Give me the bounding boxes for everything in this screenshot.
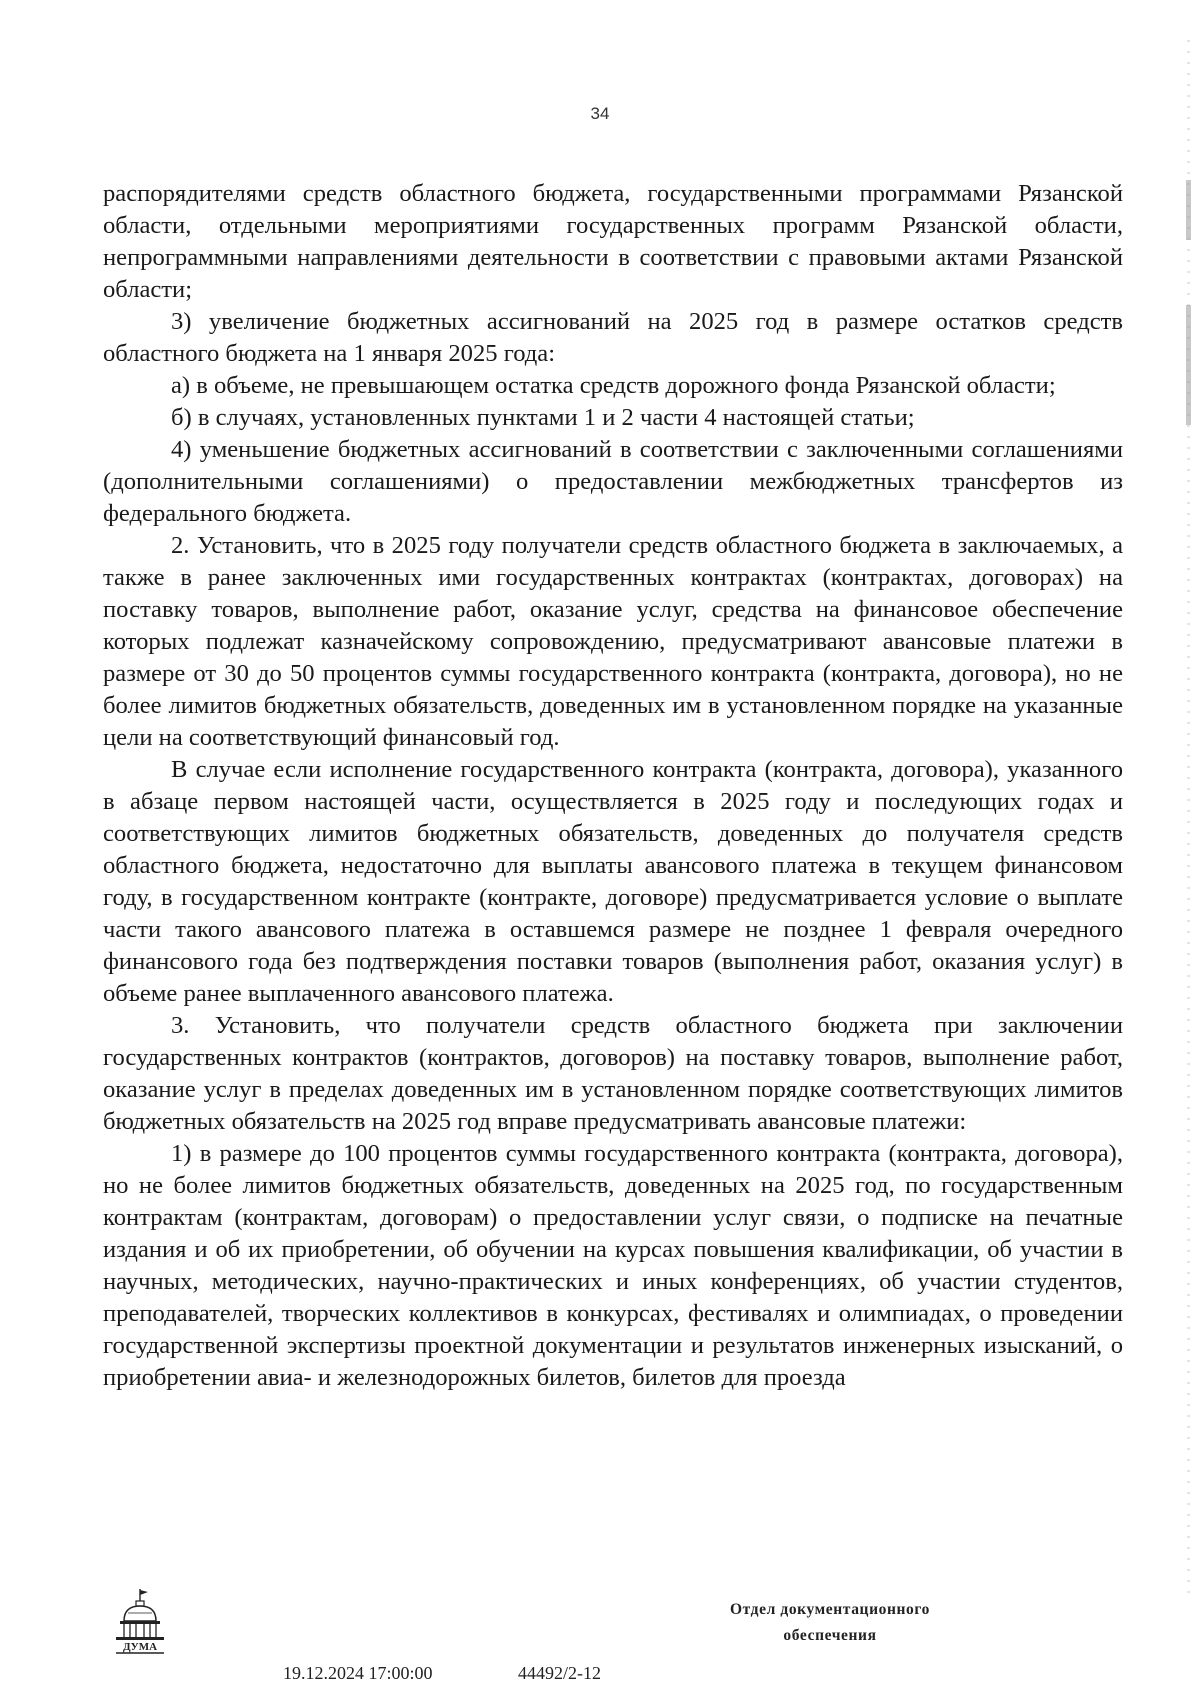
duma-logo-icon: [112, 1587, 168, 1655]
logo-text: ДУМА: [122, 1641, 158, 1653]
footer-datetime: 19.12.2024 17:00:00: [283, 1663, 433, 1683]
paragraph: б) в случаях, установленных пунктами 1 и 2 части 4 настоящей статьи;: [171, 404, 915, 431]
scan-edge-mark: [1186, 180, 1191, 240]
paragraph: 4) уменьшение бюджетных ассигнований в соответствии с заключенными соглашениями (дополнительными соглашениями) о предоставлении межбюджетных трансфертов из федерального бюджета.: [103, 436, 1123, 527]
paragraph: а) в объеме, не превышающем остатка средств дорожного фонда Рязанской области;: [171, 372, 1056, 399]
paragraph: В случае если исполнение государственного контракта (контракта, договора), указанного в абзаце первом настоящей части, осуществляется в 2025 году и последующих годах и соответствующих лимитов бюджетных обязательств, доведенных до получателя средств областного бюджета, недостаточно для выплаты авансового платежа в текущем финансовом году, в государственном контракте (контракте, договоре) предусматривается условие о выплате части такого авансового платежа в оставшемся размере не позднее 1 февраля очередного финансового года без подтверждения поставки товаров (выполнения работ, оказания услуг) в объеме ранее выплаченного авансового платежа.: [103, 756, 1123, 1007]
department-line-2: обеспечения: [783, 1627, 877, 1644]
paragraph: 2. Установить, что в 2025 году получатели средств областного бюджета в заключаемых, а также в ранее заключенных ими государственных контрактах (контрактах, договорах) на поставку товаров, выполнение работ, оказание услуг, средства на финансовое обеспечение которых подлежат казначейскому сопровождению, предусматривают авансовые платежи в размере от 30 до 50 процентов суммы государственного контракта (контракта, договора), но не более лимитов бюджетных обязательств, доведенных им в установленном порядке на указанные цели на соответствующий финансовый год.: [103, 532, 1123, 751]
footer-department-stamp: [690, 1597, 970, 1649]
document-body: [103, 178, 1123, 1394]
footer-reg-number: 44492/2-12: [518, 1663, 601, 1683]
paragraph: 3) увеличение бюджетных ассигнований на 2025 год в размере остатков средств областного бюджета на 1 января 2025 года:: [103, 308, 1123, 367]
scan-edge-mark: [1186, 305, 1191, 425]
scan-edge-marks: [1187, 40, 1190, 1600]
paragraph: распорядителями средств областного бюджета, государственными программами Рязанской области, отдельными мероприятиями государственных программ Рязанской области, непрограммными направлениями деятельности в соответствии с правовыми актами Рязанской области;: [103, 180, 1123, 303]
paragraph: 1) в размере до 100 процентов суммы государственного контракта (контракта, договора), но не более лимитов бюджетных обязательств, доведенных на 2025 год, по государственным контрактам (контрактам, договорам) о предоставлении услуг связи, о подписке на печатные издания и об их приобретении, об обучении на курсах повышения квалификации, об участии в научных, методических, научно-практических и иных конференциях, об участии студентов, преподавателей, творческих коллективов в конкурсах, фестивалях и олимпиадах, о проведении государственной экспертизы проектной документации и результатов инженерных изысканий, о приобретении авиа- и железнодорожных билетов, билетов для проезда: [103, 1140, 1123, 1391]
department-line-1: Отдел документационного: [730, 1601, 930, 1618]
paragraph: 3. Установить, что получатели средств областного бюджета при заключении государственных контрактов (контрактов, договоров) на поставку товаров, выполнение работ, оказание услуг в пределах доведенных им в установленном порядке соответствующих лимитов бюджетных обязательств на 2025 год вправе предусматривать авансовые платежи:: [103, 1012, 1123, 1135]
page-number: 34: [590, 104, 610, 123]
